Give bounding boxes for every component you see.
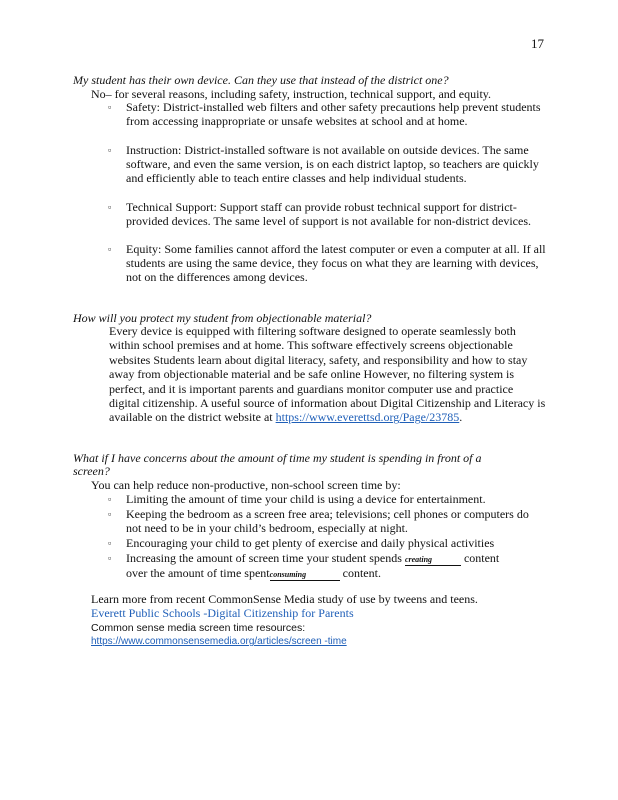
bullet-icon: ▫	[108, 244, 112, 254]
bullet-icon: ▫	[108, 202, 112, 212]
list-item-safety: Safety: District-installed web filters and other safety precautions help prevent students from accessing inappropriate or unsafe websites at school and at home.	[126, 100, 541, 129]
digital-citizenship-link[interactable]: Everett Public Schools -Digital Citizenship for Parents	[91, 606, 354, 620]
list-item-bedroom: Keeping the bedroom as a screen free area; televisions; cell phones or computers do not need to be in your child’s bedroom, especially at night.	[126, 507, 529, 536]
screen-time-intro: You can help reduce non-productive, non-school screen time by:	[91, 478, 401, 492]
blank-creating: creating	[405, 555, 461, 566]
filtering-paragraph-text: Every device is equipped with filtering software designed to operate seamlessly both within school premises and at home. This software effectively screens objectionable websites Students learn about digital literacy, safety, and responsibility and how to stay away from objectionable material and be safe online However, no filtering system is perfect, and it is important parents and guardians monitor computer use and practice digital citizenship. A useful source of information about Digital Citizenship and Literacy is available on the district website at	[109, 324, 546, 425]
question-own-device: My student has their own device. Can they use that instead of the district one?	[73, 73, 449, 87]
list-item-increasing	[126, 551, 546, 581]
increasing-text-1: Increasing the amount of screen time your student spends	[126, 551, 405, 565]
bullet-icon: ▫	[108, 494, 112, 504]
list-item-instruction: Instruction: District-installed software is not available on outside devices. The same software, and even the same version, is on each district laptop, so teachers are quickly and efficiently able to teach entire classes and help individual students.	[126, 143, 539, 186]
increasing-text-2: content	[460, 551, 500, 565]
question-screen-time: What if I have concerns about the amount of time my student is spending in front of a	[73, 451, 482, 465]
bullet-icon: ▫	[108, 538, 112, 548]
bullet-icon: ▫	[108, 509, 112, 519]
district-website-link[interactable]: https://www.everettsd.org/Page/23785	[275, 410, 460, 425]
list-item-technical-support: Technical Support: Support staff can provide robust technical support for district-provided devices. The same level of support is not available for non-district devices.	[126, 200, 531, 229]
blank-consuming: consuming	[270, 570, 340, 581]
commonsense-screen-time-link[interactable]: https://www.commonsensemedia.org/articles/screen -time	[91, 636, 347, 647]
page-number: 17	[531, 36, 544, 51]
list-item-limiting: Limiting the amount of time your child is using a device for entertainment.	[126, 492, 486, 506]
learn-more-text: Learn more from recent CommonSense Media study of use by tweens and teens.	[91, 592, 478, 606]
question-objectionable-material: How will you protect my student from objectionable material?	[73, 311, 372, 325]
bullet-icon: ▫	[108, 145, 112, 155]
link-suffix: .	[459, 410, 463, 425]
list-item-equity: Equity: Some families cannot afford the latest computer or even a computer at all. If all students are using the same device, they focus on what they are learning with devices, not on the differences among devices.	[126, 242, 546, 285]
list-item-exercise: Encouraging your child to get plenty of exercise and daily physical activities	[126, 536, 495, 550]
increasing-text-4: content.	[339, 566, 381, 580]
increasing-text-3: over the amount of time spent	[126, 566, 270, 580]
answer-intro: No– for several reasons, including safety, instruction, technical support, and equity.	[91, 87, 492, 101]
bullet-icon: ▫	[108, 553, 112, 563]
resources-label: Common sense media screen time resources:	[91, 622, 306, 634]
question-screen-time-cont: screen?	[73, 464, 110, 478]
bullet-icon: ▫	[108, 102, 112, 112]
filtering-paragraph	[109, 324, 546, 425]
